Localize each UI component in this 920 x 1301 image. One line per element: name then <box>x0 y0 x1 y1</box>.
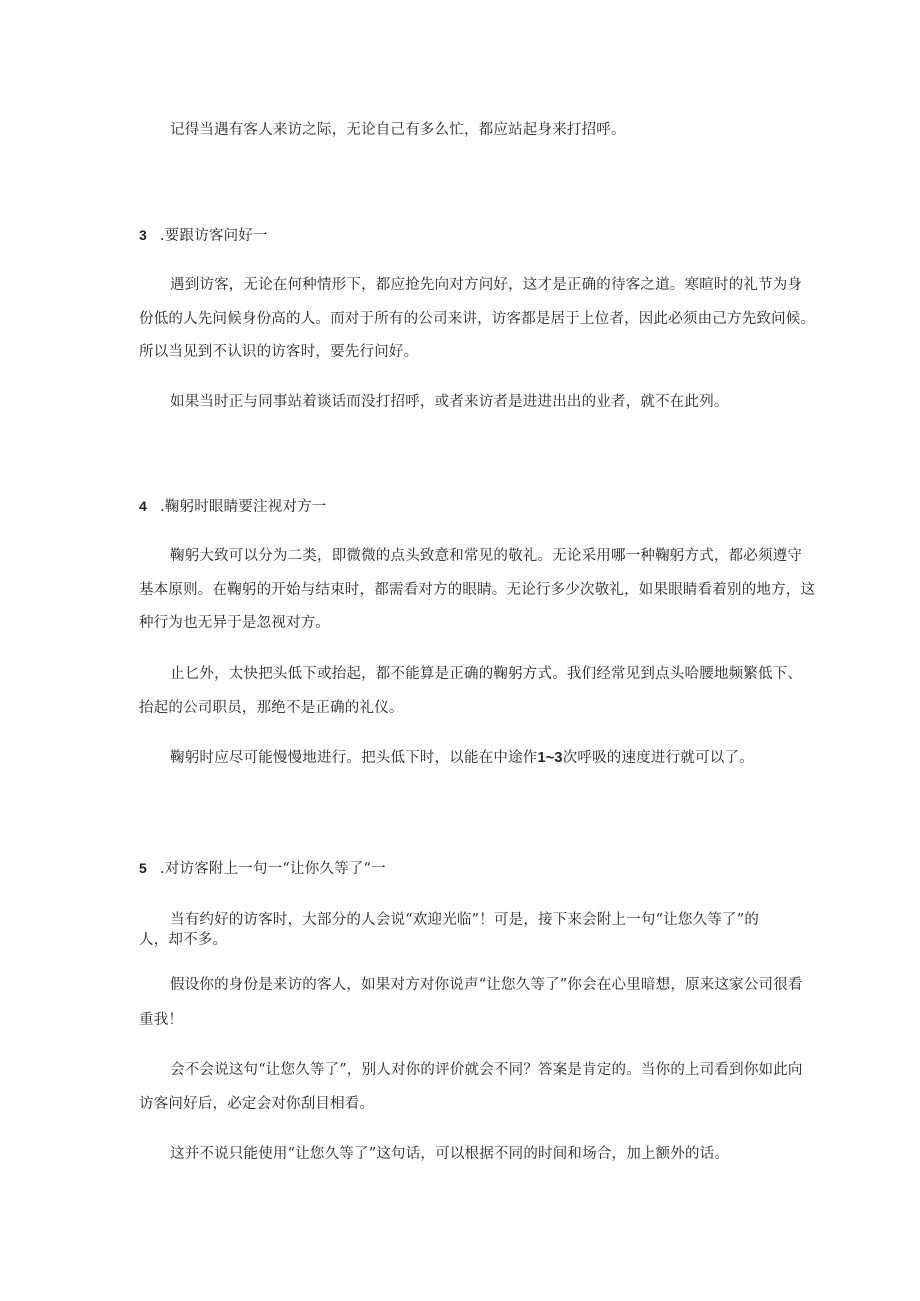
s4-p3 <box>170 748 754 768</box>
s4-p3-part-c: 次呼吸的速度进行就可以了。 <box>562 750 754 766</box>
s4-p3-range: 1~3 <box>537 750 563 766</box>
s3-p1-line-3: 所以当见到不认识的访客时，要先行问好。 <box>139 344 419 360</box>
s4-p2-line-1: 止匕外，太快把头低下或抬起，都不能算是正确的鞠躬方式。我们经常见到点头哈腰地频繁低下、 <box>170 666 803 682</box>
s3-p1-line-2: 份低的人先问候身份高的人。而对于所有的公司来讲，访客都是居于上位者，因此必须由己方先致问候。 <box>139 311 816 327</box>
s4-p1-line-3: 种行为也无异于是忽视对方。 <box>139 615 331 631</box>
section-5-heading <box>139 858 386 879</box>
section-4-number: 4 <box>139 498 147 514</box>
s4-p2-line-2: 抬起的公司职员，那绝不是正确的礼仪。 <box>139 700 404 716</box>
s5-p2-line-2: 重我！ <box>139 1012 184 1028</box>
s3-p2: 如果当时正与同事站着谈话而没打招呼，或者来访者是进进出出的业者，就不在此列。 <box>170 394 729 410</box>
section-5-title: .对访客附上一句一“让你久等了“一 <box>160 861 386 877</box>
s4-p1-line-1: 鞠躬大致可以分为二类，即微微的点头致意和常见的敬礼。无论采用哪一种鞠躬方式，都必须遵守 <box>170 548 803 564</box>
section-3-number: 3 <box>139 227 147 243</box>
s5-p4: 这并不说只能使用“让您久等了”这句话，可以根据不同的时间和场合，加上额外的话。 <box>170 1146 730 1162</box>
s3-p1-line-1: 遇到访客，无论在何种情形下，都应抢先向对方问好，这才是正确的待客之道。寒暄时的礼节为身 <box>170 277 803 293</box>
s5-p2-line-1: 假设你的身份是来访的客人，如果对方对你说声“让您久等了”你会在心里暗想，原来这家公司很看 <box>170 977 803 993</box>
section-3-heading <box>139 225 268 246</box>
s4-p1-line-2: 基本原则。在鞠躬的开始与结束时，都需看对方的眼睛。无论行多少次敬礼，如果眼睛看着别的地方，这 <box>139 582 816 598</box>
s5-p3-line-1: 会不会说这句“让您久等了”，别人对你的评价就会不同？答案是肯定的。当你的上司看到你如此向 <box>170 1062 803 1078</box>
intro-paragraph: 记得当遇有客人来访之际，无论自己有多么忙，都应站起身来打招呼。 <box>170 122 626 138</box>
s5-p3-line-2: 访客问好后，必定会对你刮目相看。 <box>139 1096 375 1112</box>
s5-p1-line-1: 当有约好的访客时，大部分的人会说“欢迎光临”！可是，接下来会附上一句“让您久等了”的 <box>170 912 760 928</box>
s5-p1-line-2: 人，却不多。 <box>139 932 228 948</box>
section-4-heading <box>139 496 327 517</box>
section-4-title: .鞠躬时眼睛要注视对方一 <box>160 499 327 515</box>
s4-p3-part-a: 鞠躬时应尽可能慢慢地进行。把头低下时，以能在中途作 <box>170 750 538 766</box>
section-5-number: 5 <box>139 860 147 876</box>
section-3-title: .要跟访客问好一 <box>160 228 268 244</box>
